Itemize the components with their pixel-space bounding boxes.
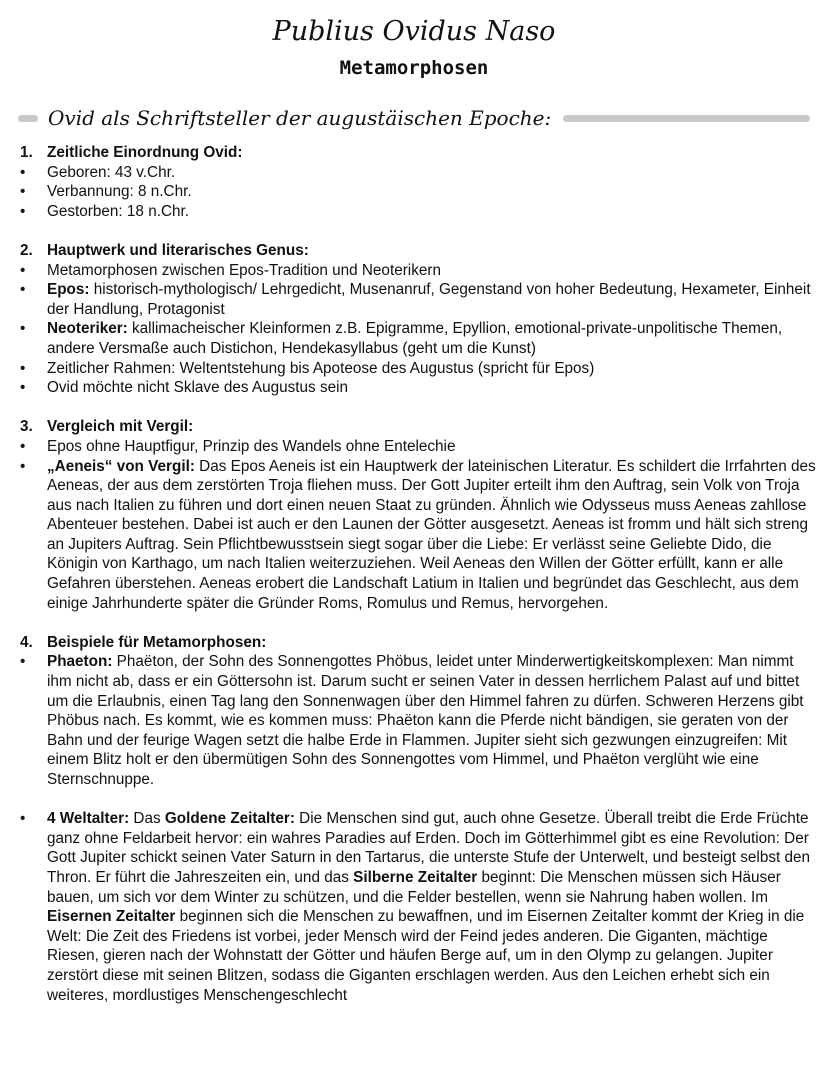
list-item <box>20 261 820 281</box>
author-title: Publius Ovidus Naso <box>272 16 556 47</box>
section-heading <box>20 417 820 437</box>
section-heading <box>20 633 820 653</box>
banner-line-right <box>563 115 810 122</box>
section-heading <box>20 241 820 261</box>
spacer <box>20 790 820 810</box>
bullet-icon: • <box>20 202 26 220</box>
section-number: 4. <box>20 633 33 651</box>
bullet-icon: • <box>20 810 26 828</box>
section-3 <box>20 417 820 613</box>
bullet-icon: • <box>20 183 26 201</box>
bullet-text: Epos ohne Hauptfigur, Prinzip des Wandels ohne Entelechie <box>47 437 456 455</box>
document-body <box>20 143 820 1025</box>
bullet-term: Goldene Zeitalter: <box>164 810 295 828</box>
list-item <box>20 280 820 319</box>
list-item <box>20 319 820 358</box>
bullet-text: Verbannung: 8 n.Chr. <box>47 183 192 201</box>
banner-line-left <box>18 115 38 122</box>
section-number: 1. <box>20 144 33 161</box>
bullet-icon: • <box>20 320 26 338</box>
section-4 <box>20 633 820 1005</box>
bullet-term: Silberne Zeitalter <box>353 868 478 886</box>
bullet-term: „Aeneis“ von Vergil: <box>47 457 195 475</box>
section-number: 2. <box>20 241 33 259</box>
section-banner <box>18 102 810 134</box>
bullet-term: Neoteriker: <box>47 320 128 338</box>
list-item <box>20 378 820 398</box>
heading-text: Vergleich mit Vergil: <box>47 418 194 436</box>
bullet-text: beginnt: Die Menschen müssen sich Häuser bauen, um sich vor dem Winter zu schützen, und die Felder bestellen, wenn sie Nahrung haben wollen. Im <box>47 868 781 906</box>
list-item <box>20 182 820 202</box>
heading-text: Hauptwerk und literarisches Genus: <box>47 241 309 259</box>
list-item <box>20 437 820 457</box>
bullet-text: beginnen sich die Menschen zu bewaffnen, und im Eisernen Zeitalter kommt der Krieg in die Welt: Die Zeit des Friedens ist vorbei, jeder Mensch wird der Feind jedes anderen. Die Giganten, mächtige Riesen, gieren nach der Wohnstatt der Götter und häufen Berge auf, um in den Olymp zu gelangen. Jupiter zerstört diese mit seinen Blitzen, sodass die Giganten erschlagen werden. Aus den Leichen erhebt sich ein weiteres, mordlustiges Menschengeschlecht <box>47 908 805 1004</box>
section-heading <box>20 143 820 163</box>
heading-text: Zeitliche Einordnung Ovid: <box>47 144 243 161</box>
bullet-text: Gestorben: 18 n.Chr. <box>47 202 190 220</box>
bullet-term: 4 Weltalter: <box>47 810 130 828</box>
bullet-term: Eisernen Zeitalter <box>47 908 176 926</box>
bullet-icon: • <box>20 653 26 671</box>
bullet-icon: • <box>20 261 26 279</box>
list-item <box>20 163 820 183</box>
bullet-text: Die Menschen sind gut, auch ohne Gesetze. Überall treibt die Erde Früchte ganz ohne Feldarbeit hervor: ein wahres Paradies auf Erden. Doch im Götterhimmel gibt es eine Revolution: Der Gott Jupiter schickt seinen Vater Saturn in den Tartarus, die unterste Stufe der Unterwelt, und besteigt selbst den Thron. Er führt die Jahreszeiten ein, und das <box>47 810 810 886</box>
bullet-text: Ovid möchte nicht Sklave des Augustus sein <box>47 379 349 397</box>
list-item <box>20 359 820 379</box>
bullet-text: Das Epos Aeneis ist ein Hauptwerk der lateinischen Literatur. Es schildert die Irrfahrten des Aeneas, der aus dem zerstörten Troja fliehen muss. Der Gott Jupiter erteilt ihm den Auftrag, sein Volk von Troja aus nach Italien zu führen und dort einen neuen Staat zu gründen. Ähnlich wie Odysseus muss Aeneas zahllose Abenteuer bestehen. Dabei ist auch er den Launen der Götter ausgesetzt. Aeneas ist fromm und hält sich streng an Jupiters Auftrag. Sein Pflichtbewusstsein siegt sogar über die Liebe: Er verlässt seine Geliebte Dido, die Königin von Karthago, um nach Italien weiterzuziehen. Weil Aeneas den Willen der Götter erfüllt, kann er alle Gefahren überstehen. Aeneas erobert die Landschaft Latium in Italien und begründet das Geschlecht, aus dem einige Jahrhunderte später die Gründer Roms, Romulus und Remus, hervorgehen. <box>47 457 816 612</box>
bullet-text: Phaëton, der Sohn des Sonnengottes Phöbus, leidet unter Minderwertigkeitskomplexen: Man nimmt ihm nicht ab, dass er ein Göttersohn ist. Darum sucht er seinen Vater in dessen herrlichem Palast auf und bittet um die Erlaubnis, einen Tag lang den Sonnenwagen über den Himmel fahren zu dürfen. Schweren Herzens gibt Phöbus nach. Es kommt, wie es kommen muss: Phaëton kann die Pferde nicht bändigen, sie geraten von der Bahn und der feurige Wagen setzt die halbe Erde in Flammen. Jupiter sieht sich gezwungen einzugreifen: Mit einem Blitz holt er den übermütigen Sohn des Sonnengottes vom Himmel, und Phaëton verglüht wie eine Sternschnuppe. <box>47 653 804 788</box>
heading-text: Beispiele für Metamorphosen: <box>47 633 267 651</box>
bullet-text: Geboren: 43 v.Chr. <box>47 163 176 181</box>
bullet-term: Epos: <box>47 281 90 299</box>
bullet-icon: • <box>20 437 26 455</box>
list-item <box>20 202 820 222</box>
section-1 <box>20 143 820 221</box>
bullet-icon: • <box>20 359 26 377</box>
section-number: 3. <box>20 418 33 436</box>
bullet-term: Phaeton: <box>47 653 113 671</box>
bullet-text: Metamorphosen zwischen Epos-Tradition und Neoterikern <box>47 261 441 279</box>
bullet-icon: • <box>20 379 26 397</box>
banner-heading: Ovid als Schriftsteller der augustäischen Epoche: <box>48 106 552 130</box>
bullet-icon: • <box>20 457 26 475</box>
list-item <box>20 652 820 789</box>
work-title: Metamorphosen <box>339 57 489 79</box>
bullet-text: Das <box>129 810 165 828</box>
bullet-text: historisch-mythologisch/ Lehrgedicht, Musenanruf, Gegenstand von hoher Bedeutung, Hexameter, Einheit der Handlung, Protagonist <box>47 281 811 318</box>
list-item <box>20 457 820 614</box>
bullet-icon: • <box>20 163 26 181</box>
bullet-icon: • <box>20 281 26 299</box>
bullet-text: kallimacheischer Kleinformen z.B. Epigramme, Epyllion, emotional-private-unpolitische Themen, andere Versmaße auch Distichon, Hendekasyllabus (geht um die Kunst) <box>47 320 783 357</box>
bullet-text: Zeitlicher Rahmen: Weltentstehung bis Apoteose des Augustus (spricht für Epos) <box>47 359 595 377</box>
section-2 <box>20 241 820 398</box>
list-item <box>20 809 820 1005</box>
